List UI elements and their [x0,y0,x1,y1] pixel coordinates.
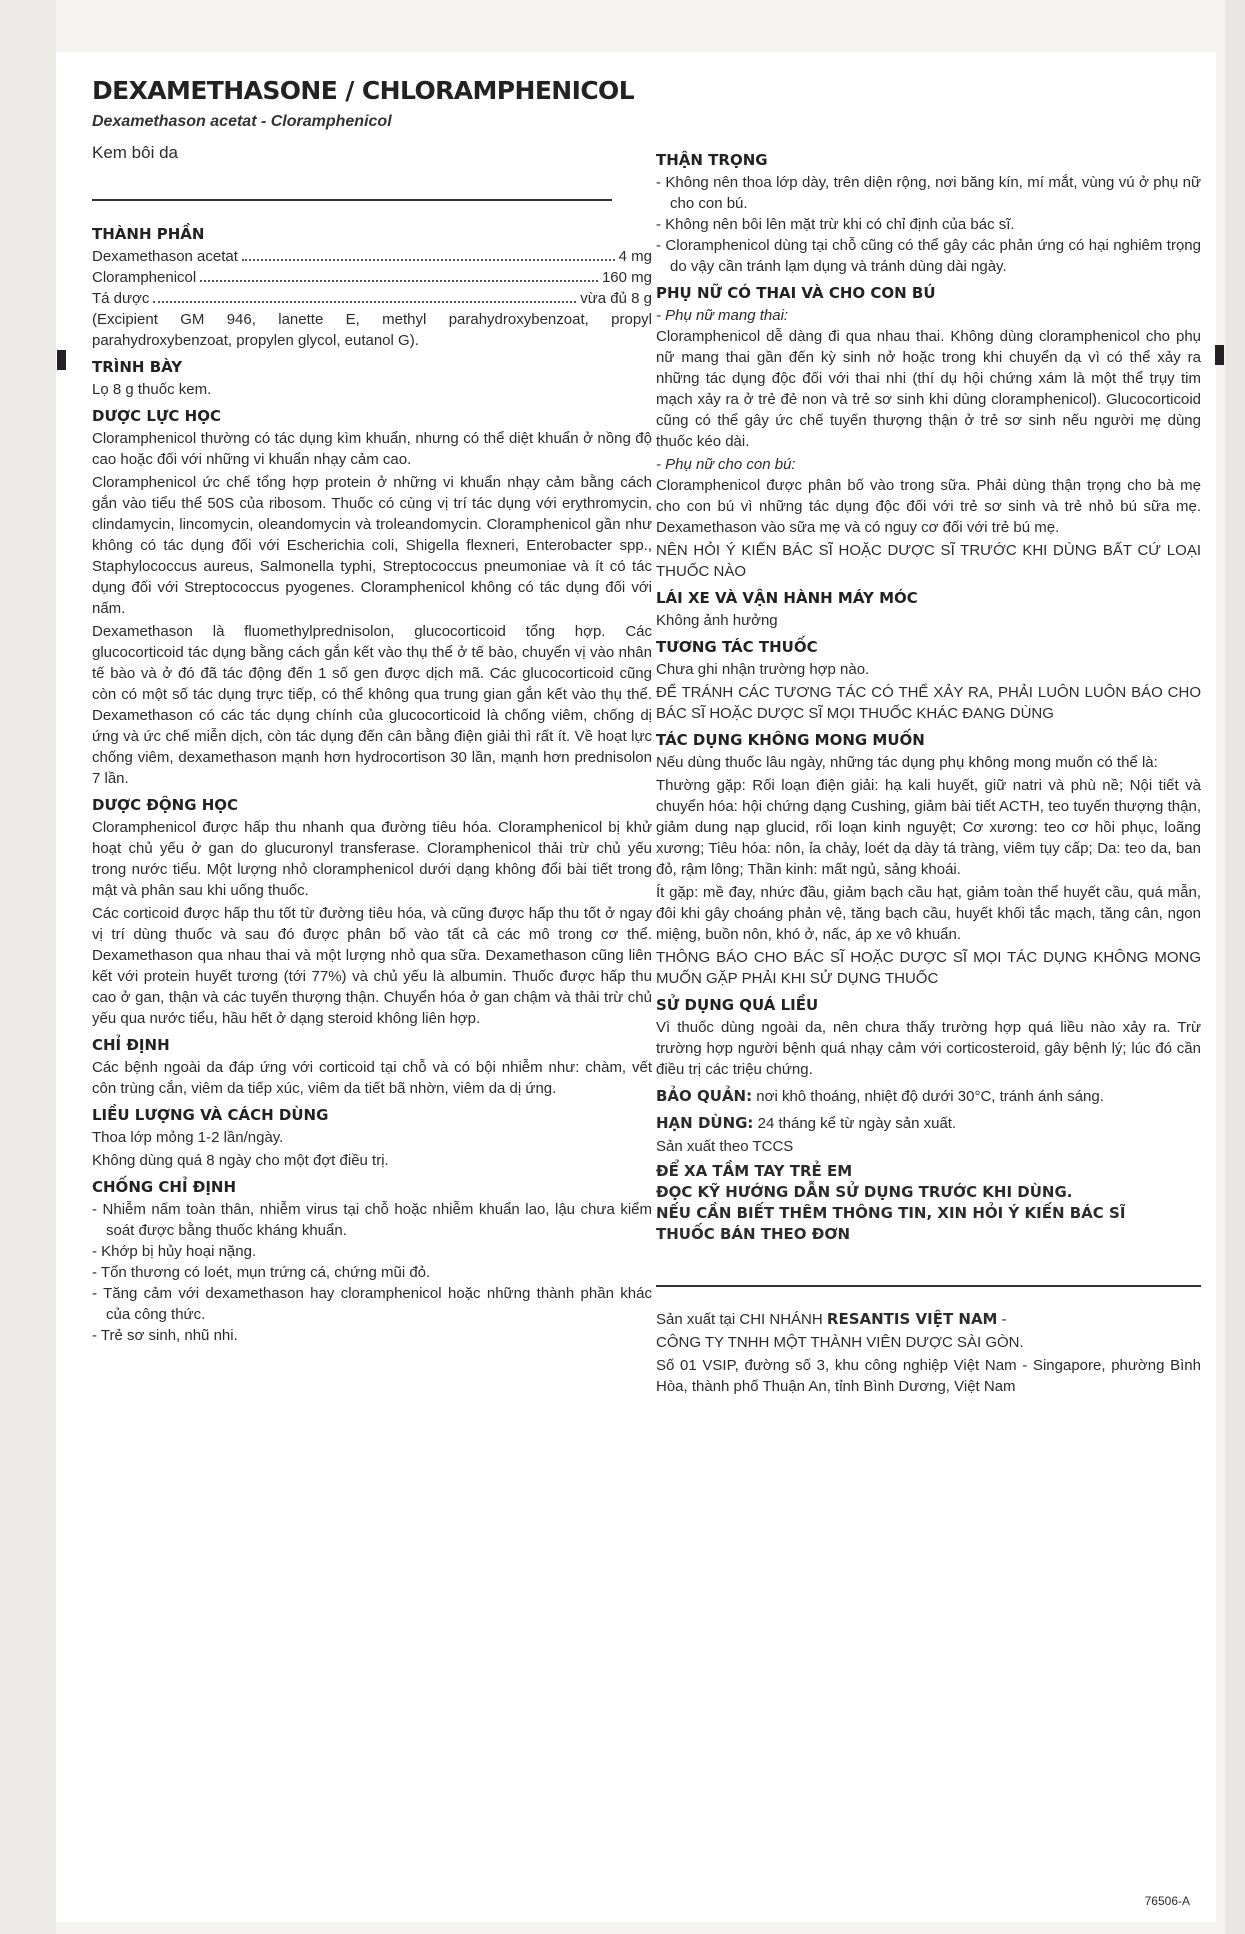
list-item: - Không nên bôi lên mặt trừ khi có chỉ định của bác sĩ. [656,214,1201,235]
pregnancy-advice: NÊN HỎI Ý KIẾN BÁC SĨ HOẶC DƯỢC SĨ TRƯỚC KHI DÙNG BẤT CỨ LOẠI THUỐC NÀO [656,542,1201,580]
document-code: 76506-A [1144,1894,1190,1908]
list-item: - Không nên thoa lớp dày, trên diện rộng, nơi băng kín, mí mắt, vùng vú ở phụ nữ cho con bú. [656,172,1201,214]
product-title: DEXAMETHASONE / CHLORAMPHENICOL [92,76,635,105]
ingredient-name: Dexamethason acetat [92,248,238,265]
composition-row [92,288,652,309]
pharmacodynamics-paragraph: Cloramphenicol ức chế tổng hợp protein ở những vi khuẩn nhạy cảm bằng cách gắn vào tiểu thể 50S của ribosom. Thuốc có cùng vị trí tác dụng với erythromycin, clindamycin, lincomycin, oleandomycin và troleandomycin. Cloramphenicol gần như không có tác dụng đối với Escherichia coli, Shigella flexneri, Enterobacter spp., Staphylococcus aureus, Salmonella typhi, Streptococcus pneumoniae và ít có tác dụng đối với Streptococcus pyogenes. Cloramphenicol không có tác dụng đối với nấm. [92,474,652,617]
pharmacokinetics-paragraph: Các corticoid được hấp thu tốt từ đường tiêu hóa, và cũng được hấp thu tốt ở ngay vị trí dùng thuốc và sau đó được phân bố vào tất cả các mô trong cơ thể. Dexamethason qua nhau thai và một lượng nhỏ qua sữa. Dexamethason cũng liên kết với protein huyết tương (tới 77%) và chủ yếu là albumin. Thuốc được hấp thu cao ở gan, thận và các tuyến thượng thận. Chuyển hóa ở gan chậm và thải trừ chủ yếu qua nước tiểu, hầu hết ở dạng steroid không liên hợp. [92,905,652,1027]
storage-label: BẢO QUẢN: [656,1087,753,1105]
composition-heading: THÀNH PHẦN [92,225,205,243]
warning-line: ĐỂ XA TẦM TAY TRẺ EM [656,1162,853,1180]
interactions-text: Chưa ghi nhận trường hợp nào. [656,661,870,678]
presentation-text: Lọ 8 g thuốc kem. [92,381,212,398]
precautions-list [656,172,1201,277]
fold-mark-left [57,350,66,370]
presentation-heading: TRÌNH BÀY [92,358,183,376]
dosage-line: Không dùng quá 8 ngày cho một đợt điều trị. [92,1152,389,1169]
manufacturer-suffix: - [997,1311,1007,1328]
pregnancy-subheading: - Phụ nữ mang thai: [656,307,789,324]
indications-text: Các bệnh ngoài da đáp ứng với corticoid tại chỗ và có bội nhiễm như: chàm, vết côn trùng cắn, viêm da tiếp xúc, viêm da tiết bã nhờn, viêm da dị ứng. [92,1059,652,1097]
manufacturer-company: CÔNG TY TNHH MỘT THÀNH VIÊN DƯỢC SÀI GÒN. [656,1334,1024,1351]
indications-heading: CHỈ ĐỊNH [92,1036,170,1054]
ingredient-amount: 4 mg [618,248,652,265]
pregnancy-subheading-text: Phụ nữ mang thai: [665,307,789,324]
list-item: - Trẻ sơ sinh, nhũ nhi. [92,1325,652,1346]
breastfeeding-subheading-text: Phụ nữ cho con bú: [665,456,796,473]
pharmacodynamics-paragraph: Dexamethason là fluomethylprednisolon, glucocorticoid tổng hợp. Các glucocorticoid tác dụng bằng cách gắn kết vào thụ thể ở tế bào, chuyển vị vào nhân tế bào và ở đó đã tác động đến 1 số gen được dịch mã. Các glucocorticoid cũng còn có một số tác dụng trực tiếp, có thể không qua trung gian gắn kết vào thụ thể. Dexamethason có các tác dụng chính của glucocorticoid là chống viêm, chống dị ứng và ức chế miễn dịch, còn tác dụng đến cân bằng điện giải thì rất ít. Về hoạt lực chống viêm, dexamethason mạnh hơn hydrocortison 30 lần, mạnh hơn prednisolon 7 lần. [92,623,652,787]
pregnancy-text: Cloramphenicol dễ dàng đi qua nhau thai. Không dùng cloramphenicol cho phụ nữ mang thai gần đến kỳ sinh nở hoặc trong khi chuyển dạ vì có thể xảy ra những tác dụng độc đối với thai nhi (thí dụ hội chứng xám là một thể trụy tim mạch xảy ra ở trẻ đẻ non và trẻ sơ sinh khi dùng cloramphenicol). Glucocorticoid cũng có thể gây ức chế tuyến thượng thận ở trẻ sơ sinh nếu người mẹ dùng thuốc kéo dài. [656,328,1201,450]
ingredient-name: Cloramphenicol [92,269,197,286]
breastfeeding-subheading: - Phụ nữ cho con bú: [656,456,796,473]
adverse-intro: Nếu dùng thuốc lâu ngày, những tác dụng phụ không mong muốn có thể là: [656,754,1158,771]
ingredient-amount: vừa đủ 8 g [580,290,652,307]
manufacturer-prefix: Sản xuất tại CHI NHÁNH [656,1311,823,1328]
leaflet-page [56,52,1216,1922]
contraindications-heading: CHỐNG CHỈ ĐỊNH [92,1178,237,1196]
expiry-value: 24 tháng kể từ ngày sản xuất. [757,1115,957,1132]
pharmacokinetics-paragraph: Cloramphenicol được hấp thu nhanh qua đường tiêu hóa. Cloramphenicol bị khử hoạt chủ yếu ở gan do glucuronyl transferase. Cloramphenicol thải trừ chủ yếu trong nước tiểu. Một lượng nhỏ cloramphenicol dưới dạng không đổi bài tiết trong mật và phân sau khi uống thuốc. [92,819,652,899]
list-item: - Cloramphenicol dùng tại chỗ cũng có thể gây các phản ứng có hại nghiêm trọng do vậy cần tránh lạm dụng và tránh dùng dài ngày. [656,235,1201,277]
composition-row [92,246,652,267]
right-column [656,144,1201,1399]
page-edge-left [0,0,56,1934]
page-edge-right [1225,0,1245,1934]
standard-text: Sản xuất theo TCCS [656,1138,794,1155]
ingredient-name: Tá dược [92,290,150,307]
adverse-advice: THÔNG BÁO CHO BÁC SĨ HOẶC DƯỢC SĨ MỌI TÁC DỤNG KHÔNG MONG MUỐN GẶP PHẢI KHI SỬ DỤNG THUỐC [656,949,1201,987]
warning-line: ĐỌC KỸ HƯỚNG DẪN SỬ DỤNG TRƯỚC KHI DÙNG. [656,1183,1073,1201]
fold-mark-right [1215,345,1224,365]
overdose-heading: SỬ DỤNG QUÁ LIỀU [656,996,819,1014]
pharmacodynamics-paragraph: Cloramphenicol thường có tác dụng kìm khuẩn, nhưng có thể diệt khuẩn ở nồng độ cao hoặc đối với những vi khuẩn nhạy cảm cao. [92,430,652,468]
pregnancy-heading: PHỤ NỮ CÓ THAI VÀ CHO CON BÚ [656,284,936,302]
overdose-text: Vì thuốc dùng ngoài da, nên chưa thấy trường hợp quá liều nào xảy ra. Trừ trường hợp người bệnh quá nhạy cảm với corticosteroid, gây bệnh lý; lúc đó cần điều trị các triệu chứng. [656,1019,1201,1078]
driving-text: Không ảnh hưởng [656,612,778,629]
divider [656,1285,1201,1287]
precautions-heading: THẬN TRỌNG [656,151,768,169]
interactions-advice: ĐỂ TRÁNH CÁC TƯƠNG TÁC CÓ THỂ XẢY RA, PHẢI LUÔN LUÔN BÁO CHO BÁC SĨ HOẶC DƯỢC SĨ MỌI THUỐC KHÁC ĐANG DÙNG [656,684,1201,722]
list-item: - Khớp bị hủy hoại nặng. [92,1241,652,1262]
storage-text [656,1086,1201,1107]
interactions-heading: TƯƠNG TÁC THUỐC [656,638,818,656]
pharmacodynamics-heading: DƯỢC LỰC HỌC [92,407,221,425]
dosage-line: Thoa lớp mỏng 1-2 lần/ngày. [92,1129,284,1146]
contraindications-list [92,1199,652,1346]
composition-row [92,267,652,288]
list-item: - Tổn thương có loét, mụn trứng cá, chứng mũi đỏ. [92,1262,652,1283]
storage-value: nơi khô thoáng, nhiệt độ dưới 30°C, tránh ánh sáng. [756,1088,1104,1105]
dosage-form: Kem bôi da [92,143,178,162]
manufacturer-name: RESANTIS VIỆT NAM [826,1310,998,1328]
list-item: - Nhiễm nấm toàn thân, nhiễm virus tại chỗ hoặc nhiễm khuẩn lao, lậu chưa kiểm soát được bằng thuốc kháng khuẩn. [92,1199,652,1241]
list-item: - Tăng cảm với dexamethason hay cloramphenicol hoặc những thành phần khác của công thức. [92,1283,652,1325]
manufacturer-address: Số 01 VSIP, đường số 3, khu công nghiệp Việt Nam - Singapore, phường Bình Hòa, thành phố Thuận An, tỉnh Bình Dương, Việt Nam [656,1357,1201,1395]
driving-heading: LÁI XE VÀ VẬN HÀNH MÁY MÓC [656,589,918,607]
expiry-label: HẠN DÙNG: [656,1114,754,1132]
product-subtitle: Dexamethason acetat - Cloramphenicol [92,113,392,130]
warning-line: THUỐC BÁN THEO ĐƠN [656,1225,850,1243]
expiry-text [656,1113,1201,1134]
adverse-common: Thường gặp: Rối loạn điện giải: hạ kali huyết, giữ natri và phù nề; Nội tiết và chuyển hóa: hội chứng dạng Cushing, giảm bài tiết ACTH, teo tuyến thượng thận, giảm dung nạp glucid, rối loạn kinh nguyệt; Cơ xương: teo cơ hồi phục, loãng xương; Tiêu hóa: nôn, ỉa chảy, loét dạ dày tá tràng, viêm tụy cấp; Da: teo da, ban đỏ, rậm lông; Thần kinh: mất ngủ, sảng khoái. [656,777,1201,878]
ingredient-amount: 160 mg [601,269,652,286]
divider [92,199,612,201]
warning-line: NẾU CẦN BIẾT THÊM THÔNG TIN, XIN HỎI Ý KIẾN BÁC SĨ [656,1204,1126,1222]
excipients-text: (Excipient GM 946, lanette E, methyl parahydroxybenzoat, propyl parahydroxybenzoat, propylen glycol, eutanol G). [92,311,652,349]
manufacturer-line [656,1309,1201,1330]
left-column [92,76,652,1346]
pharmacokinetics-heading: DƯỢC ĐỘNG HỌC [92,796,239,814]
adverse-rare: Ít gặp: mề đay, nhức đầu, giảm bạch cầu hạt, giảm toàn thể huyết cầu, quá mẫn, đôi khi gây choáng phản vệ, tăng bạch cầu, huyết khối tắc mạch, tăng cân, ngon miệng, buồn nôn, khó ở, nấc, áp xe vô khuẩn. [656,884,1201,943]
breastfeeding-text: Cloramphenicol được phân bố vào trong sữa. Phải dùng thận trọng cho bà mẹ cho con bú vì những tác dụng độc đối với trẻ sơ sinh và trẻ nhỏ bú sữa mẹ. Dexamethason vào sữa mẹ và có nguy cơ đối với trẻ bú mẹ. [656,477,1201,536]
dosage-heading: LIỀU LƯỢNG VÀ CÁCH DÙNG [92,1106,329,1124]
adverse-heading: TÁC DỤNG KHÔNG MONG MUỐN [656,731,925,749]
